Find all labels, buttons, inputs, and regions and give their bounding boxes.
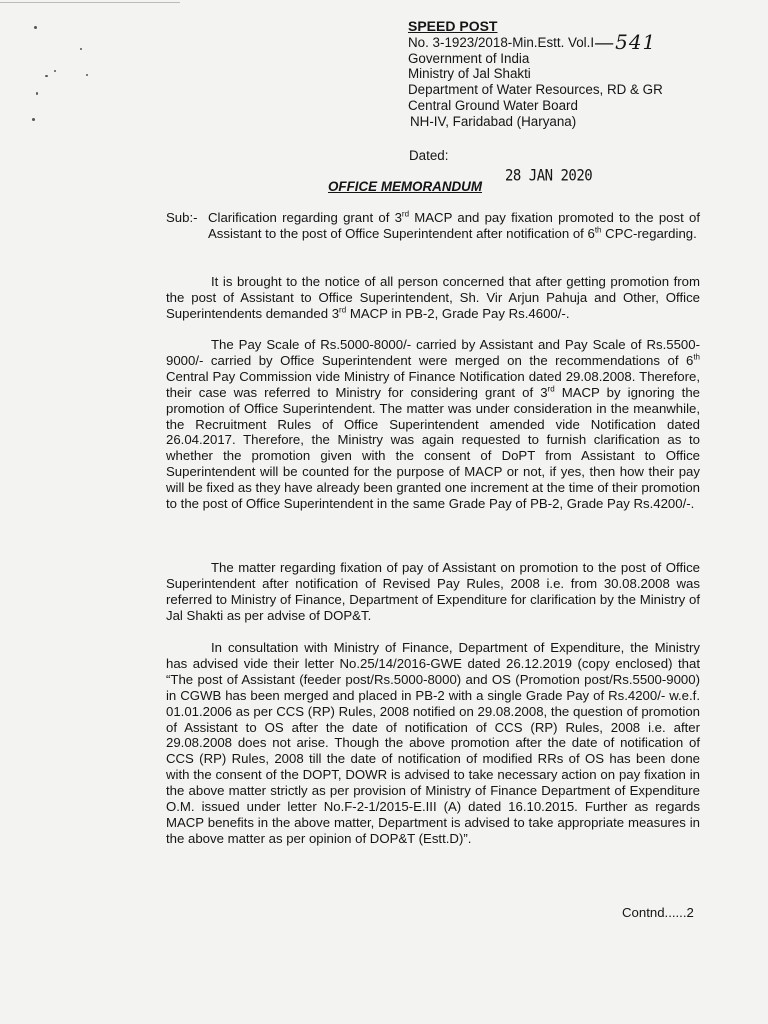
scan-speck <box>54 70 56 72</box>
subject-label: Sub:- <box>166 210 198 225</box>
scan-speck <box>86 74 88 76</box>
scan-speck <box>32 118 35 121</box>
scan-speck <box>80 48 82 50</box>
header-line-ministry: Ministry of Jal Shakti <box>408 66 531 82</box>
file-number-line <box>408 29 663 54</box>
header-line-government: Government of India <box>408 50 530 66</box>
header-line-address: NH-IV, Faridabad (Haryana) <box>410 113 577 129</box>
paragraph-1: It is brought to the notice of all person concerned that after getting promotion from the post of Assistant to Office Superintendent, Sh. Vir Arjun Pahuja and Other, Office Superintendents demanded 3rd MACP in PB-2, Grade Pay Rs.4600/-. <box>166 274 700 321</box>
paragraph-2: The Pay Scale of Rs.5000-8000/- carried by Assistant and Pay Scale of Rs.5500-9000/- carried by Office Superintendent were merged on the recommendations of 6th Central Pay Commission vide Ministry of Finance Notification dated 29.08.2008. Therefore, their case was referred to Ministry for considering grant of 3rd MACP by ignoring the promotion of Office Superintendent. The matter was under consideration in the meanwhile, the Recruitment Rules of Office Superintendent amended vide Notification dated 26.04.2017. Therefore, the Ministry was again requested to furnish clarification as to whether the promotion given with the consent of DoPT from Assistant to Office Superintendent will be counted for the purpose of MACP or not, if yes, then how their pay will be fixed as they have already been granted one increment at the time of their promotion to the post of Office Superintendent in the same Grade Pay of PB-2, Grade Pay Rs.4200/-. <box>166 337 701 512</box>
letter-header <box>408 19 663 130</box>
scan-speck <box>45 75 48 77</box>
dated-label: Dated: <box>409 148 449 163</box>
header-line-board: Central Ground Water Board <box>408 97 578 113</box>
header-line-department: Department of Water Resources, RD & GR <box>408 82 663 98</box>
scan-speck <box>34 26 37 29</box>
speed-post-label: SPEED POST <box>408 18 498 34</box>
office-memorandum-title: OFFICE MEMORANDUM <box>328 179 482 194</box>
paragraph-4: In consultation with Ministry of Finance, Department of Expenditure, the Ministry has advised vide their letter No.25/14/2016-GWE dated 26.12.2019 (copy enclosed) that “The post of Assistant (feeder post/Rs.5000-8000) and OS (Promotion post/Rs.5500-9000) in CGWB has been merged and placed in PB-2 with a single Grade Pay of Rs.4200/- w.e.f. 01.01.2006 as per CCS (RP) Rules, 2008 notified on 29.08.2008, the question of promotion of Assistant to OS after the date of notification of CCS (RP) Rules, 2008 i.e. after 29.08.2008 does not arise. Though the above promotion after the date of notification of CCS (RP) Rules, 2008 till the date of notification of modified RRs of OS has been done with the consent of the DOPT, DOWR is advised to take necessary action on pay fixation in the above matter strictly as per provision of Ministry of Finance Department of Expenditure O.M. issued under letter No.F-2-1/2015-E.III (A) dated 16.10.2015. Further as regards MACP benefits in the above matter, Department is advised to take appropriate measures in the above matter as per opinion of DOP&T (Estt.D)”. <box>166 640 700 846</box>
file-number: No. 3-1923/2018-Min.Estt. Vol.I <box>408 34 595 50</box>
continued-note: Contnd......2 <box>622 905 694 920</box>
subject-block <box>166 210 700 241</box>
subject-text: Clarification regarding grant of 3rd MACP and pay fixation promoted to the post of Assistant to the post of Office Superintendent after notification of 6th CPC-regarding. <box>208 209 700 241</box>
date-stamp: 28 JAN 2020 <box>505 166 593 186</box>
paragraph-3: The matter regarding fixation of pay of Assistant on promotion to the post of Office Superintendent after notification of Revised Pay Rules, 2008 i.e. from 30.08.2008 was referred to Ministry of Finance, Department of Expenditure for clarification by the Ministry of Jal Shakti as per advise of DOP&T. <box>166 560 700 623</box>
scan-edge-line <box>0 2 180 3</box>
scan-speck <box>36 92 38 95</box>
handwritten-number: —541 <box>594 29 657 54</box>
